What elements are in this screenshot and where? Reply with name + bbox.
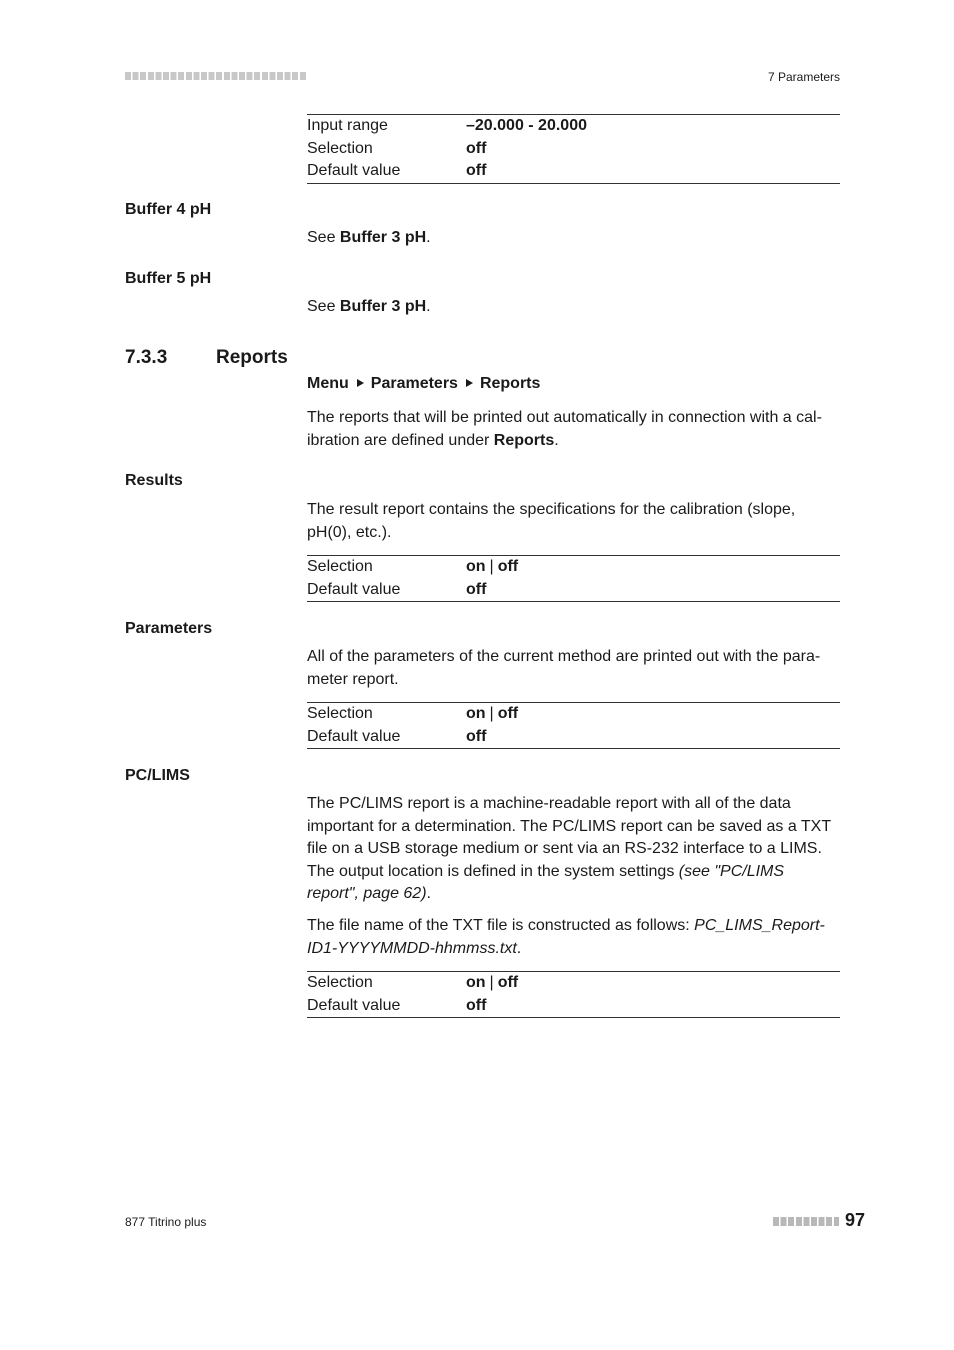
table-row bbox=[307, 703, 840, 726]
results-table bbox=[307, 555, 840, 602]
see-text: See bbox=[307, 229, 340, 246]
param-key: Selection bbox=[307, 139, 373, 157]
see-text: See bbox=[307, 298, 340, 315]
param-key: Default value bbox=[307, 996, 401, 1014]
option-on: on bbox=[466, 974, 486, 991]
param-key: Input range bbox=[307, 117, 388, 134]
separator: | bbox=[489, 558, 494, 575]
intro-text: ibration are defined under bbox=[307, 431, 494, 449]
parameters-table bbox=[307, 702, 840, 749]
menu-path-item: Menu bbox=[307, 375, 349, 392]
buffer4-heading: Buffer 4 pH bbox=[125, 201, 212, 218]
param-value bbox=[466, 972, 518, 995]
param-key: Selection bbox=[307, 974, 373, 991]
param-value: off bbox=[466, 139, 487, 157]
param-key: Selection bbox=[307, 558, 373, 575]
punctuation: . bbox=[426, 229, 431, 246]
param-key: Default value bbox=[307, 580, 401, 598]
menu-path bbox=[307, 375, 540, 393]
table-row bbox=[307, 138, 840, 161]
param-value: off bbox=[466, 580, 487, 598]
parameters-text: All of the parameters of the current method are printed out with the para- meter report. bbox=[307, 648, 821, 688]
table-row bbox=[307, 972, 840, 995]
param-value bbox=[466, 556, 518, 579]
punctuation: . bbox=[516, 939, 522, 957]
menu-path-item: Parameters bbox=[370, 375, 458, 392]
table-row bbox=[307, 160, 840, 183]
option-on: on bbox=[466, 705, 486, 722]
option-off: off bbox=[497, 974, 519, 991]
intro-line: The reports that will be printed out automatically in connection with a cal- bbox=[307, 409, 822, 426]
footer-product: 877 Titrino plus bbox=[125, 1215, 207, 1229]
table-row bbox=[307, 726, 840, 749]
punctuation: . bbox=[426, 885, 431, 902]
param-key: Selection bbox=[307, 705, 373, 722]
param-value: –20.000 - 20.000 bbox=[466, 117, 587, 134]
param-key: Default value bbox=[307, 162, 401, 179]
intro-bold: Reports bbox=[493, 431, 555, 449]
punctuation: . bbox=[426, 298, 431, 315]
page-number: 97 bbox=[845, 1210, 866, 1230]
header-decoration bbox=[125, 72, 307, 80]
intro-paragraph bbox=[307, 407, 840, 452]
cross-reference-link[interactable]: (see "PC/LIMS report", page 62) bbox=[307, 862, 785, 902]
buffer5-text bbox=[307, 296, 840, 319]
param-value: off bbox=[466, 162, 487, 179]
option-off: off bbox=[497, 705, 519, 722]
option-off: off bbox=[497, 558, 519, 575]
parameters-heading: Parameters bbox=[125, 620, 213, 637]
menu-path-item: Reports bbox=[479, 375, 541, 392]
table-row bbox=[307, 115, 840, 138]
pclims-filename: PC_LIMS_Report-ID1-YYYYMMDD-hhmmss.txt bbox=[307, 917, 825, 957]
section-title: Reports bbox=[216, 347, 288, 368]
pclims-text-body: The PC/LIMS report is a machine-readable report with all of the data important for a determination. The PC/LIMS report can be saved as a TXT file on a USB storage medium or sent via an RS-232 interface to a LIMS. The output location is defined in the system settings bbox=[307, 795, 831, 880]
triangle-right-icon bbox=[357, 379, 364, 387]
cross-reference: Buffer 3 pH bbox=[339, 298, 427, 315]
pclims-filename-text bbox=[307, 915, 840, 960]
pclims-text bbox=[307, 793, 840, 906]
punctuation: . bbox=[554, 431, 559, 449]
param-key: Default value bbox=[307, 727, 401, 745]
buffer4-text bbox=[307, 227, 840, 250]
intro-line bbox=[307, 430, 840, 453]
table-row bbox=[307, 556, 840, 579]
param-value: off bbox=[466, 727, 487, 745]
pclims-heading: PC/LIMS bbox=[125, 767, 190, 784]
section-number: 7.3.3 bbox=[125, 347, 168, 368]
param-value bbox=[466, 703, 518, 726]
param-value: off bbox=[466, 996, 487, 1014]
running-head: 7 Parameters bbox=[767, 70, 840, 84]
pclims-table bbox=[307, 971, 840, 1018]
table-row bbox=[307, 579, 840, 602]
triangle-right-icon bbox=[466, 379, 473, 387]
buffer5-heading: Buffer 5 pH bbox=[125, 270, 212, 287]
footer-decoration bbox=[773, 1217, 839, 1226]
results-text: The result report contains the specifications for the calibration (slope, pH(0), etc.). bbox=[307, 501, 796, 541]
separator: | bbox=[489, 974, 494, 991]
results-heading: Results bbox=[125, 472, 183, 489]
separator: | bbox=[489, 705, 494, 722]
pclims-filename-intro: The file name of the TXT file is constructed as follows: bbox=[307, 917, 695, 934]
param-table-top bbox=[307, 114, 840, 184]
cross-reference: Buffer 3 pH bbox=[339, 229, 427, 246]
table-row bbox=[307, 995, 840, 1018]
option-on: on bbox=[466, 558, 486, 575]
